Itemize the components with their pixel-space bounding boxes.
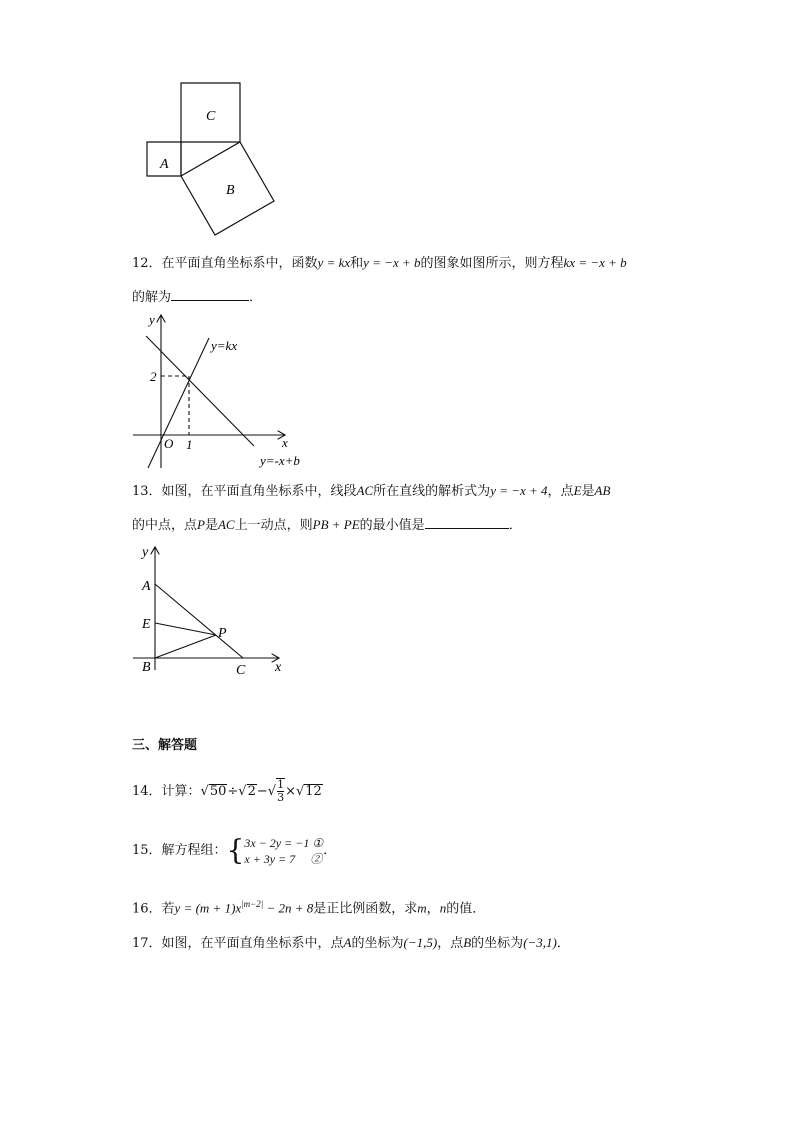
q14: 14．计算：√50÷√2−√ $\frac{1}{3}$ ×√12: [132, 778, 322, 804]
squares-figure: [140, 78, 290, 238]
segment-ac: [155, 584, 243, 658]
point-p-label: P: [218, 626, 227, 641]
y-axis-label: y: [142, 545, 149, 560]
answer-blank-12[interactable]: [171, 286, 249, 301]
label-a: A: [160, 157, 169, 172]
q13-line1: 13．如图，在平面直角坐标系中，线段AC所在直线的解析式为y = −x + 4，点E是AB: [132, 483, 611, 499]
graph-12: [128, 308, 318, 473]
segment-pb: [155, 635, 216, 658]
x-axis-label: x: [275, 660, 282, 675]
q17: 17．如图，在平面直角坐标系中，点A的坐标为(−1,5)，点B的坐标为(−3,1)．: [132, 935, 570, 951]
tick-y-2: 2: [150, 369, 157, 384]
label-kx: y=kx: [211, 338, 238, 353]
formula-minus-x-b: y = −x + b: [363, 255, 421, 270]
q15: 15．解方程组：{ 3x − 2y = −1 ① x + 3y = 7 ② ．: [132, 833, 337, 867]
q16: 16．若$y = (m + 1)x^{|m-2|} - 2n + 8$是正比例函数，求m，n的值．: [132, 899, 486, 917]
point-e-label: E: [142, 617, 151, 632]
fraction: $\frac{1}{3}$: [277, 778, 285, 804]
equation-system: 3x − 2y = −1 ① x + 3y = 7 ②: [244, 835, 324, 866]
origin-label: O: [164, 436, 174, 451]
q13-line2: 的中点，点P是AC上一动点，则PB + PE的最小值是 ．: [132, 514, 522, 535]
equation: kx = −x + b: [563, 255, 627, 270]
q12-line1: 12．在平面直角坐标系中，函数y = kx和y = −x + b的图象如图所示，则方程kx = −x + b: [132, 255, 627, 271]
line-kx: [148, 338, 209, 468]
answer-blank-13[interactable]: [425, 514, 509, 529]
q12-line2: 的解为 ．: [132, 286, 262, 307]
formula-kx: y = kx: [317, 255, 351, 270]
label-c: C: [206, 109, 216, 124]
point-b-label: B: [142, 660, 151, 675]
x-axis-label: x: [282, 435, 288, 450]
section-heading: 三、解答题: [132, 738, 198, 753]
point-c-label: C: [236, 663, 246, 678]
label-minus-x-b: y=-x+b: [260, 453, 300, 468]
line-minus-x-b: [146, 336, 254, 446]
segment-pe: [155, 623, 216, 635]
label-b: B: [226, 183, 235, 198]
y-axis-label: y: [149, 312, 155, 327]
point-a-label: A: [142, 579, 151, 594]
formula-ac: y = −x + 4: [490, 483, 548, 498]
graph-13: [128, 540, 298, 680]
system-brace: {: [226, 833, 245, 867]
tick-x-1: 1: [186, 437, 193, 452]
